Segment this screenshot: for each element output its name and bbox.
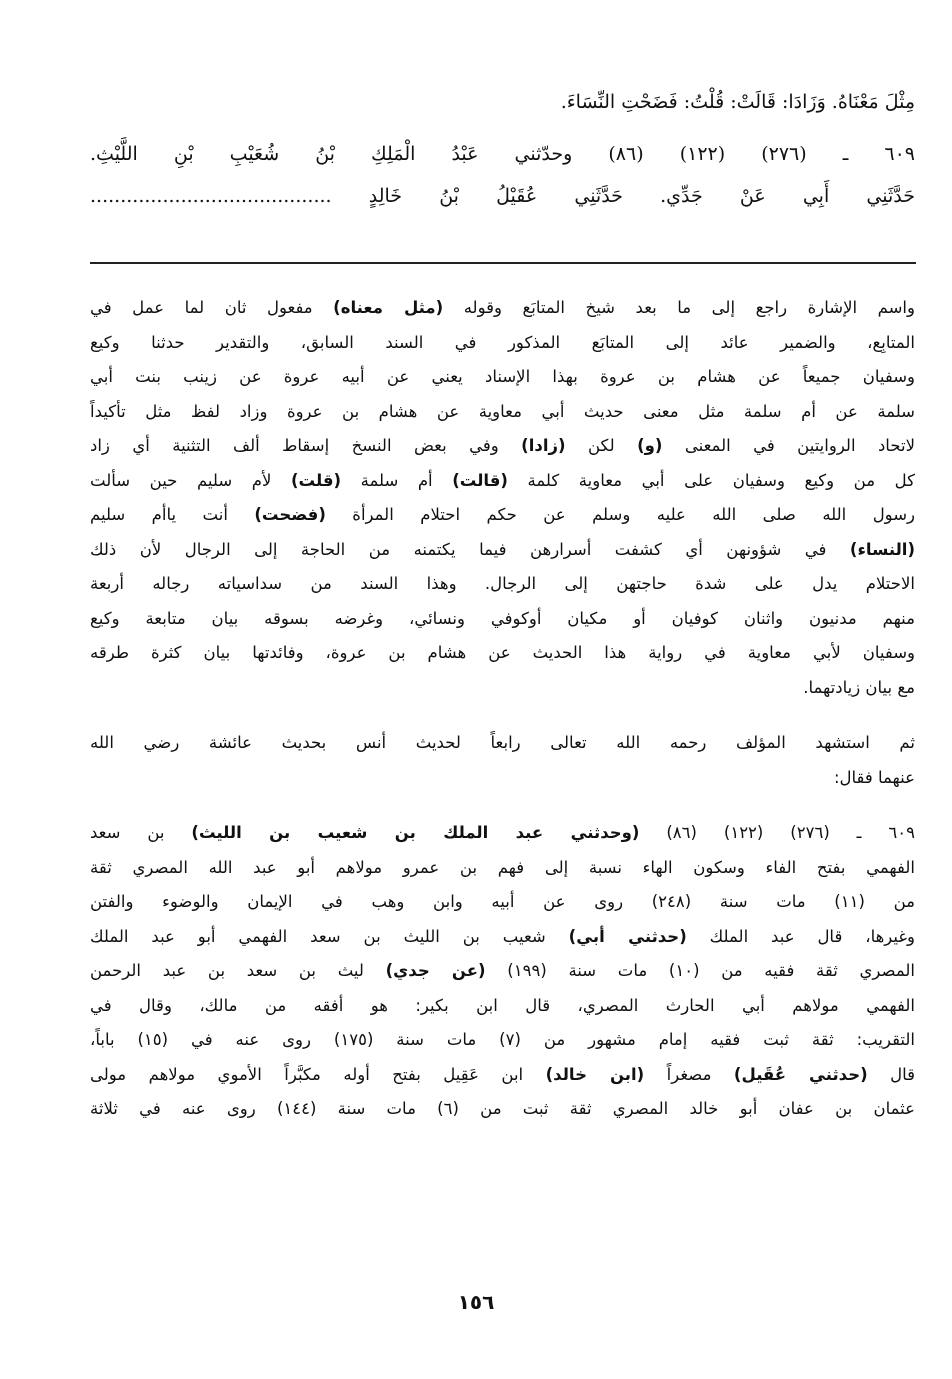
- text-segment: حَدَّثَنِي أَبِي عَنْ جَدِّي. حَدَّثَنِي عُقَيْلُ بْنُ خَالِدٍ ........................................: [90, 185, 915, 207]
- text-line: [90, 636, 915, 670]
- text-line: [90, 567, 915, 601]
- text-segment: رسول الله صلى الله عليه وسلم عن حكم احتلام المرأة: [325, 505, 915, 524]
- text-line: [90, 498, 915, 532]
- text-segment: لكن: [565, 436, 638, 455]
- bold-quote: (حدثني عُقَيل): [733, 1064, 868, 1084]
- text-segment: الفهمي مولاهم أبي الحارث المصري، قال ابن بكير: هو أفقه من مالك، وقال في: [90, 995, 915, 1015]
- text-segment: ليث بن سعد بن عبد الرحمن: [90, 961, 386, 980]
- bold-quote: (زادا): [521, 436, 566, 455]
- text-line: [90, 1023, 915, 1057]
- text-segment: لاتحاد الروايتين في المعنى: [662, 436, 915, 455]
- text-segment: كل من وكيع وسفيان على أبي معاوية كلمة: [507, 470, 915, 490]
- text-segment: مصغراً: [644, 1064, 734, 1084]
- text-line: [90, 326, 915, 360]
- text-segment: أم سلمة: [341, 470, 453, 490]
- text-segment: سلمة عن أم سلمة مثل معنى حديث أبي معاوية عن هشام بن عروة وزاد لفظ مثل تأكيداً: [90, 401, 915, 421]
- bold-quote: (ابن خالد): [545, 1064, 645, 1084]
- text-line: [90, 291, 915, 325]
- text-line: [90, 464, 915, 498]
- text-segment: قال: [867, 1064, 915, 1084]
- text-line: [90, 885, 915, 919]
- text-line: [90, 602, 915, 636]
- text-segment: الاحتلام يدل على شدة حاجتهن إلى الرجال. وهذا السند من سداسياته رجاله أربعة: [90, 574, 915, 593]
- text-segment: من (١١) مات سنة (٢٤٨) روى عن أبيه وابن وهب في الإيمان والوضوء والفتن: [90, 892, 915, 911]
- bold-quote: (النساء): [849, 539, 915, 559]
- text-segment: ابن عَقِيل بفتح أوله مكبَّراً الأموي مولاهم مولى: [90, 1064, 546, 1084]
- bold-quote: (فضحت): [254, 505, 326, 524]
- text-segment: ٦٠٩ ـ (٢٧٦) (١٢٢) (٨٦): [639, 823, 915, 842]
- text-segment: عنهما فقال:: [833, 767, 915, 787]
- text-segment: المصري ثقة فقيه من (١٠) مات سنة (١٩٩): [485, 961, 915, 980]
- text-line: [90, 429, 915, 463]
- text-segment: مفعول ثان لما عمل في: [90, 298, 334, 317]
- text-segment: في شؤونهن أي كشفت أسرارهن فيما يكتمنه من الحاجة إلى الرجال لأن ذلك: [90, 539, 850, 559]
- text-line: [90, 533, 915, 567]
- text-line: [90, 816, 915, 850]
- text-segment: وفي بعض النسخ إسقاط ألف التثنية أي زاد: [90, 436, 522, 455]
- text-segment: المتابِع، والضمير عائد إلى المتابَع المذكور في السند السابق، والتقدير حدثنا وكيع: [90, 332, 915, 352]
- text-segment: التقريب: ثقة ثبت فقيه إمام مشهور من (٧) مات سنة (١٧٥) روى عنه في (١٥) باباً،: [90, 1030, 915, 1049]
- text-line: [90, 671, 915, 705]
- bold-quote: (مثل معناه): [333, 298, 444, 317]
- text-segment: واسم الإشارة راجع إلى ما بعد شيخ المتابَع وقوله: [443, 298, 915, 317]
- text-segment: ٦٠٩ ـ (٢٧٦) (١٢٢) (٨٦) وحدّثني عَبْدُ الْمَلِكِ بْنُ شُعَيْبِ بْنِ اللَّيْثِ.: [90, 143, 915, 165]
- bold-quote: (قالت): [452, 470, 508, 490]
- bold-quote: (عن جدي): [385, 961, 486, 980]
- text-line: [90, 989, 915, 1023]
- text-line: [90, 395, 915, 429]
- text-segment: مِثْلَ مَعْنَاهُ. وَزَادَا: قَالَتْ: قُلْتُ: فَضَحْتِ النِّسَاءَ.: [560, 91, 915, 113]
- text-segment: لأم سليم حين سألت: [90, 470, 291, 490]
- text-segment: منهم مدنيون واثنان كوفيان أو مكيان أوكوفي ونسائي، وغرضه بسوقه بيان متابعة وكيع: [90, 608, 915, 628]
- text-line: [90, 1092, 915, 1126]
- text-line: [90, 954, 915, 988]
- text-segment: وسفيان لأبي معاوية في رواية هذا الحديث عن هشام بن عروة، وفائدتها بيان كثرة طرقه: [90, 643, 915, 662]
- text-line: [90, 1058, 915, 1092]
- bold-quote: (و): [637, 436, 663, 455]
- text-line: [90, 132, 915, 176]
- footnote-divider: [90, 262, 916, 264]
- page-number: ١٥٦: [457, 1290, 495, 1314]
- text-line: [90, 360, 915, 394]
- text-segment: ثم استشهد المؤلف رحمه الله تعالى رابعاً لحديث أنس بحديث عائشة رضي الله: [90, 733, 915, 752]
- text-segment: أنت ياأم سليم: [90, 505, 255, 524]
- text-line: [90, 80, 915, 124]
- text-line: [90, 920, 915, 954]
- text-line: [90, 174, 915, 218]
- bold-quote: (وحدثني عبد الملك بن شعيب بن الليث): [191, 823, 640, 842]
- text-segment: بن سعد: [90, 823, 192, 842]
- text-segment: مع بيان زيادتهما.: [803, 677, 915, 697]
- text-segment: وسفيان جميعاً عن هشام بن عروة بهذا الإسناد يعني عن أبيه عروة عن زينب بنت أبي: [90, 367, 915, 386]
- bold-quote: (قلت): [290, 470, 342, 490]
- bold-quote: (حدثني أبي): [568, 926, 687, 946]
- text-line: [90, 851, 915, 885]
- text-segment: عثمان بن عفان أبو خالد المصري ثقة ثبت من (٦) مات سنة (١٤٤) روى عنه في ثلاثة: [90, 1099, 915, 1118]
- text-line: [90, 761, 915, 795]
- text-segment: الفهمي بفتح الفاء وسكون الهاء نسبة إلى فهم بن عمرو مولاهم أبو عبد الله المصري ثقة: [90, 857, 915, 877]
- text-line: [90, 726, 915, 760]
- text-segment: وغيرها، قال عبد الملك: [686, 926, 915, 946]
- text-segment: شعيب بن الليث بن سعد الفهمي أبو عبد الملك: [90, 926, 569, 946]
